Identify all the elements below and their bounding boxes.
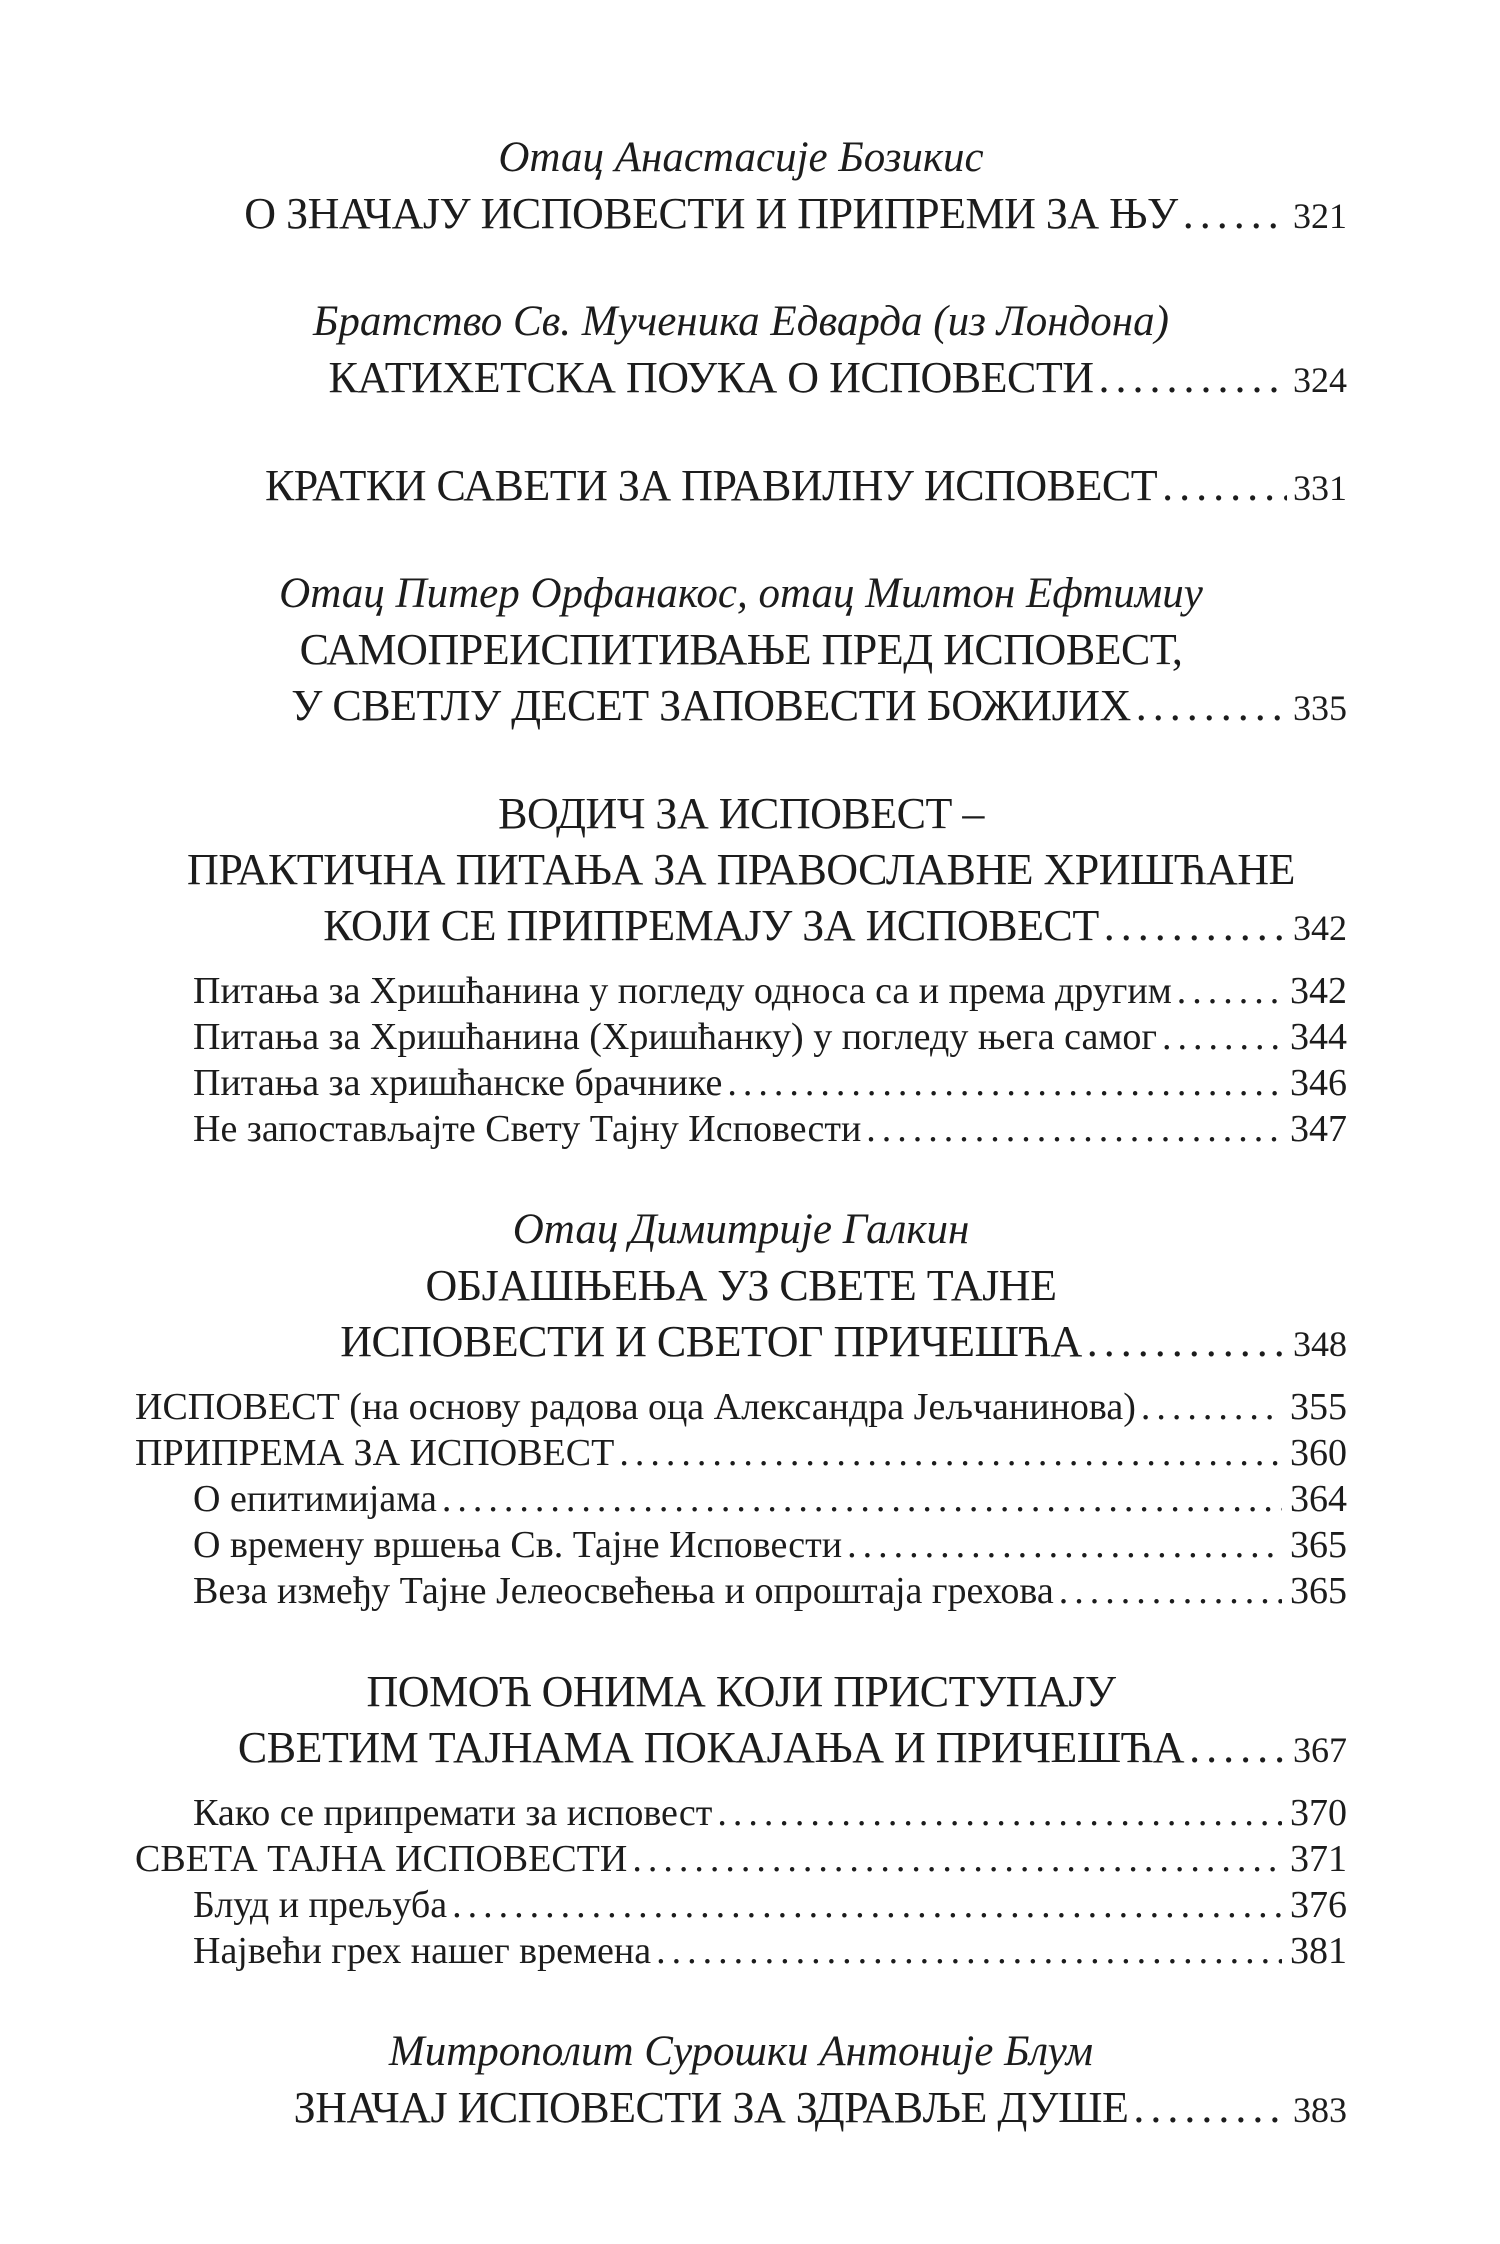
page-number: 371 — [1290, 1838, 1347, 1880]
entry-title: ИСПОВЕСТИ И СВЕТОГ ПРИЧЕШЋА — [340, 1317, 1082, 1366]
entry-title: ЗНАЧАЈ ИСПОВЕСТИ ЗА ЗДРАВЉЕ ДУШЕ — [293, 2083, 1129, 2132]
dot-leader — [722, 1060, 1282, 1106]
dot-leader — [842, 1522, 1282, 1568]
toc-author-line: Отац Димитрије Галкин — [512, 1206, 970, 1253]
entry-title: ПРАКТИЧНА ПИТАЊА ЗА ПРАВОСЛАВНЕ ХРИШЋАНЕ — [187, 845, 1295, 894]
toc-author-line: Митрополит Сурошки Антоније Блум — [388, 2028, 1094, 2075]
toc-heading-line — [135, 1258, 1347, 1314]
entry-title: САМОПРЕИСПИТИВАЊЕ ПРЕД ИСПОВЕСТ, — [299, 625, 1183, 674]
toc-entry-row — [135, 1014, 1347, 1060]
dot-leader — [447, 1882, 1282, 1928]
entry-title: Највећи грех нашег времена — [193, 1930, 652, 1972]
entry-title: О ЗНАЧАЈУ ИСПОВЕСТИ И ПРИПРЕМИ ЗА ЊУ — [244, 189, 1178, 238]
entry-title: Питања за Хришћанина (Хришћанку) у погледу њега самог — [193, 1016, 1157, 1058]
page-number: 370 — [1290, 1792, 1347, 1834]
page-number: 335 — [1293, 688, 1348, 728]
entry-title: У СВЕТЛУ ДЕСЕТ ЗАПОВЕСТИ БОЖИЈИХ — [291, 681, 1131, 730]
dot-leader — [861, 1106, 1282, 1152]
entry-title: Веза између Тајне Јелеосвећења и опроштаја грехова — [193, 1570, 1054, 1612]
dot-leader — [1136, 1384, 1282, 1430]
entry-title: ВОДИЧ ЗА ИСПОВЕСТ – — [498, 789, 984, 838]
page-number: 383 — [1293, 2090, 1347, 2130]
toc-entry-row — [135, 1384, 1347, 1430]
entry-title: ПОМОЋ ОНИМА КОЈИ ПРИСТУПАЈУ — [366, 1667, 1116, 1716]
page-number: 365 — [1290, 1570, 1347, 1612]
toc-author-line: Братство Св. Мученика Едварда (из Лондона) — [313, 298, 1169, 345]
dot-leader — [437, 1476, 1282, 1522]
toc-section — [135, 294, 1347, 408]
page-number: 347 — [1290, 1108, 1347, 1150]
toc-entry-row — [135, 1060, 1347, 1106]
toc-section — [135, 130, 1347, 244]
toc-heading-line — [135, 622, 1347, 678]
entry-title: ПРИПРЕМА ЗА ИСПОВЕСТ — [135, 1432, 615, 1474]
toc-entry-row — [135, 1882, 1347, 1928]
dot-leader — [1172, 968, 1282, 1014]
toc-heading-entry — [135, 458, 1347, 516]
toc-entry-row — [135, 1430, 1347, 1476]
toc-entry-row — [135, 1568, 1347, 1614]
toc-section — [135, 786, 1347, 1152]
toc-author-line: Отац Анастасије Бозикис — [498, 134, 984, 181]
toc-section — [135, 1202, 1347, 1614]
toc-entry-row — [135, 968, 1347, 1014]
entry-title: КАТИХЕТСКА ПОУКА О ИСПОВЕСТИ — [328, 353, 1094, 402]
entry-title: КРАТКИ САВЕТИ ЗА ПРАВИЛНУ ИСПОВЕСТ — [264, 461, 1158, 510]
toc-heading-entry — [135, 350, 1347, 408]
dot-leader — [651, 1928, 1282, 1974]
page-number: 360 — [1290, 1432, 1347, 1474]
entry-title: СВЕТИМ ТАЈНАМА ПОКАЈАЊА И ПРИЧЕШЋА — [237, 1723, 1185, 1772]
dot-leader — [1082, 1314, 1287, 1370]
entry-title: ИСПОВЕСТ (на основу радова оца Александра Јељчанинова) — [135, 1386, 1136, 1428]
entry-title: КОЈИ СЕ ПРИПРЕМАЈУ ЗА ИСПОВЕСТ — [323, 901, 1099, 950]
entry-title: СВЕТА ТАЈНА ИСПОВЕСТИ — [135, 1838, 628, 1880]
page-number: 381 — [1290, 1930, 1347, 1972]
dot-leader — [1054, 1568, 1282, 1614]
toc-heading-line — [135, 786, 1347, 842]
page-number: 344 — [1290, 1016, 1347, 1058]
dot-leader — [627, 1836, 1282, 1882]
toc-section — [135, 2024, 1347, 2138]
dot-leader — [1184, 1720, 1287, 1776]
page-number: 367 — [1293, 1730, 1347, 1770]
toc-heading-entry — [135, 1314, 1347, 1372]
toc-entry-row — [135, 1106, 1347, 1152]
entry-title: Не запостављајте Свету Тајну Исповести — [193, 1108, 862, 1150]
dot-leader — [1157, 458, 1287, 514]
toc-section — [135, 458, 1347, 516]
page-number: 376 — [1290, 1884, 1347, 1926]
page-number: 321 — [1293, 196, 1347, 236]
dot-leader — [614, 1430, 1282, 1476]
dot-leader — [1093, 350, 1287, 406]
dot-leader — [1178, 186, 1287, 242]
entry-title: О епитимијама — [193, 1478, 437, 1520]
entry-title: Питања за Хришћанина у погледу односа са и према другим — [193, 970, 1172, 1012]
dot-leader — [1157, 1014, 1282, 1060]
toc-section — [135, 566, 1347, 736]
toc-heading-line — [135, 1664, 1347, 1720]
page-number: 348 — [1293, 1324, 1347, 1364]
toc-section — [135, 1664, 1347, 1974]
page-number: 331 — [1293, 468, 1348, 508]
toc-heading-entry — [135, 2080, 1347, 2138]
toc-heading-entry — [135, 1720, 1347, 1778]
dot-leader — [1099, 898, 1287, 954]
page-number: 355 — [1290, 1386, 1347, 1428]
page-number: 365 — [1290, 1524, 1347, 1566]
toc-heading-entry — [135, 678, 1347, 736]
page-number: 346 — [1290, 1062, 1347, 1104]
page-number: 342 — [1290, 970, 1347, 1012]
page-number: 364 — [1290, 1478, 1347, 1520]
page-number: 324 — [1293, 360, 1347, 400]
dot-leader — [1131, 678, 1287, 734]
toc-entry-row — [135, 1790, 1347, 1836]
toc-heading-entry — [135, 186, 1347, 244]
toc-author-line: Отац Питер Орфанакос, отац Милтон Ефтимиу — [279, 570, 1203, 617]
toc-heading-line — [135, 842, 1347, 898]
page-number: 342 — [1293, 908, 1348, 948]
toc-entry-row — [135, 1928, 1347, 1974]
entry-title: Питања за хришћанске брачнике — [193, 1062, 723, 1104]
toc-heading-entry — [135, 898, 1347, 956]
dot-leader — [712, 1790, 1282, 1836]
toc-entry-row — [135, 1522, 1347, 1568]
entry-title: О времену вршења Св. Тајне Исповести — [193, 1524, 843, 1566]
entry-title: ОБЈАШЊЕЊА УЗ СВЕТЕ ТАЈНЕ — [425, 1261, 1057, 1310]
entry-title: Блуд и прељуба — [193, 1884, 448, 1926]
toc-entry-row — [135, 1476, 1347, 1522]
toc-entry-row — [135, 1836, 1347, 1882]
dot-leader — [1128, 2080, 1287, 2136]
entry-title: Како се припремати за исповест — [193, 1792, 713, 1834]
toc — [135, 130, 1347, 2138]
